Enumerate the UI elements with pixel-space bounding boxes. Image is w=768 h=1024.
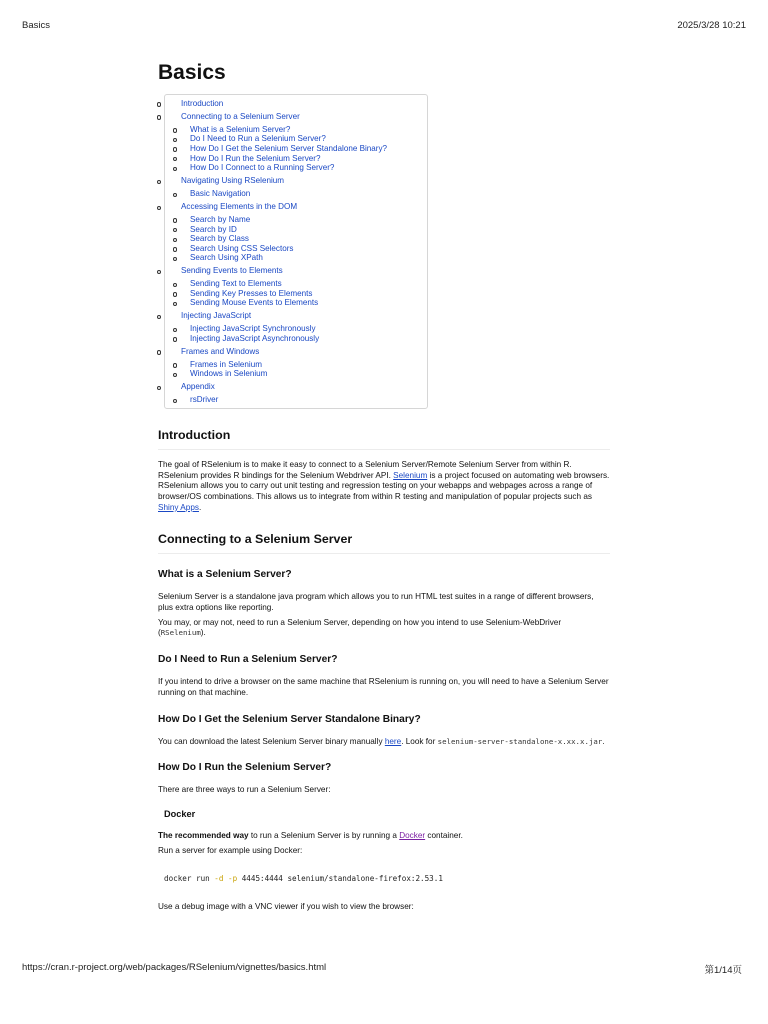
toc-item <box>165 382 427 404</box>
table-of-contents <box>164 94 428 409</box>
what-paragraph-2 <box>158 618 610 639</box>
toc-subitem <box>181 215 427 225</box>
toc-link-sending-keys[interactable]: Sending Key Presses to Elements <box>190 288 313 298</box>
toc-subitem <box>181 279 427 289</box>
what-text: You may, or may not, need to run a Selenium Server, depending on how you intend to use Selenium-WebDriver ( <box>158 617 562 638</box>
toc-subitem <box>181 134 427 144</box>
toc-link-search-xpath[interactable]: Search Using XPath <box>190 253 263 263</box>
code-flags: -d -p <box>214 874 238 884</box>
get-text: . <box>602 736 605 746</box>
section-heading-connecting: Connecting to a Selenium Server <box>158 532 610 554</box>
toc-link-windows-selenium[interactable]: Windows in Selenium <box>190 369 268 379</box>
toc-link-frames-selenium[interactable]: Frames in Selenium <box>190 359 262 369</box>
toc-subitem <box>181 369 427 379</box>
docker-link[interactable]: Docker <box>399 830 426 840</box>
toc-subitem <box>181 289 427 299</box>
print-footer-url: https://cran.r-project.org/web/packages/RSelenium/vignettes/basics.html <box>22 962 327 973</box>
intro-text: is a project focused on automating web browsers. RSelenium allows you to carry out unit testing and regression testing on your webapps and webpages across a range of browser/OS combinations. This allows us to integrate from within R testing and manipulation of popular projects such as <box>158 470 610 501</box>
toc-subitem <box>181 395 427 405</box>
toc-link-run-server[interactable]: How Do I Run the Selenium Server? <box>190 153 321 163</box>
toc-item <box>165 266 427 308</box>
toc-subitem <box>181 244 427 254</box>
toc-item <box>165 112 427 173</box>
toc-link-connect-server[interactable]: How Do I Connect to a Running Server? <box>190 163 335 173</box>
toc-link-rsdriver[interactable]: rsDriver <box>190 395 219 405</box>
toc-subitem <box>181 163 427 173</box>
toc-subitem <box>181 360 427 370</box>
toc-item <box>165 311 427 343</box>
toc-link-introduction[interactable]: Introduction <box>181 99 224 108</box>
toc-link-basic-navigation[interactable]: Basic Navigation <box>190 189 251 199</box>
toc-subitem <box>181 125 427 135</box>
toc-subitem <box>181 225 427 235</box>
run-paragraph: There are three ways to run a Selenium Server: <box>158 785 331 795</box>
docker-text: container. <box>425 830 463 840</box>
toc-link-search-name[interactable]: Search by Name <box>190 215 251 224</box>
need-paragraph: If you intend to drive a browser on the same machine that RSelenium is running on, you will need to have a Selenium Server running on that machine. <box>158 677 609 697</box>
toc-link-frames[interactable]: Frames and Windows <box>181 346 260 356</box>
debug-paragraph: Use a debug image with a VNC viewer if you wish to view the browser: <box>158 902 414 912</box>
get-paragraph <box>158 737 610 748</box>
docker-paragraph-2: Run a server for example using Docker: <box>158 845 303 855</box>
intro-text: The goal of RSelenium is to make it easy to connect to a Selenium Server/Remote Selenium Server from within R. RSelenium provides R bindings for the Selenium Webdriver API. <box>158 459 572 480</box>
toc-link-get-binary[interactable]: How Do I Get the Selenium Server Standalone Binary? <box>190 144 388 154</box>
code-args: 4445:4444 selenium/standalone-firefox:2.53.1 <box>237 874 443 884</box>
toc-link-what-is-server[interactable]: What is a Selenium Server? <box>190 124 291 134</box>
inline-code: selenium-server-standalone-x.xx.x.jar <box>437 736 603 746</box>
toc-subitem <box>181 154 427 164</box>
docker-text: to run a Selenium Server is by running a <box>248 830 400 840</box>
subheading-docker: Docker <box>164 808 196 819</box>
toc-link-inject-sync[interactable]: Injecting JavaScript Synchronously <box>190 324 316 334</box>
toc-subitem <box>181 189 427 199</box>
toc-link-need-server[interactable]: Do I Need to Run a Selenium Server? <box>190 134 326 144</box>
code-command: docker run <box>164 874 215 884</box>
toc-link-sending-text[interactable]: Sending Text to Elements <box>190 279 282 289</box>
toc-item <box>165 176 427 198</box>
inline-code: RSelenium <box>160 628 201 638</box>
print-footer-page: 第1/14页 <box>704 965 742 976</box>
toc-link-sending-mouse[interactable]: Sending Mouse Events to Elements <box>190 298 319 308</box>
toc-item <box>165 347 427 379</box>
subheading-need-server: Do I Need to Run a Selenium Server? <box>158 654 338 666</box>
toc-item <box>165 202 427 263</box>
docker-paragraph <box>158 831 610 842</box>
section-heading-introduction: Introduction <box>158 428 610 450</box>
subheading-what-is-server: What is a Selenium Server? <box>158 569 292 581</box>
get-text: . Look for <box>401 736 438 746</box>
toc-item <box>165 99 427 109</box>
toc-subitem <box>181 298 427 308</box>
subheading-get-binary: How Do I Get the Selenium Server Standalone Binary? <box>158 713 421 725</box>
toc-link-sending[interactable]: Sending Events to Elements <box>181 266 283 276</box>
selenium-link[interactable]: Selenium <box>393 470 428 480</box>
emphasis-text: The recommended way <box>158 830 249 840</box>
toc-link-inject-async[interactable]: Injecting JavaScript Asynchronously <box>190 333 320 343</box>
shiny-apps-link[interactable]: Shiny Apps <box>158 502 199 512</box>
toc-link-injecting[interactable]: Injecting JavaScript <box>181 311 252 321</box>
toc-link-search-css[interactable]: Search Using CSS Selectors <box>190 243 294 253</box>
article <box>158 58 610 913</box>
what-text: ). <box>200 628 206 638</box>
toc-subitem <box>181 253 427 263</box>
toc-link-connecting[interactable]: Connecting to a Selenium Server <box>181 111 300 121</box>
page-title: Basics <box>158 61 226 84</box>
get-text: You can download the latest Selenium Server binary manually <box>158 736 385 746</box>
intro-text: . <box>198 502 202 512</box>
what-paragraph-1: Selenium Server is a standalone java program which allows you to run HTML test suites in a range of different browsers, plus extra options like reporting. <box>158 592 594 613</box>
print-header-title: Basics <box>22 20 50 31</box>
toc-link-search-class[interactable]: Search by Class <box>190 234 249 244</box>
toc-link-search-id[interactable]: Search by ID <box>190 224 237 234</box>
toc-link-accessing[interactable]: Accessing Elements in the DOM <box>181 202 298 212</box>
toc-link-appendix[interactable]: Appendix <box>181 382 215 392</box>
toc-subitem <box>181 234 427 244</box>
toc-link-navigating[interactable]: Navigating Using RSelenium <box>181 176 285 186</box>
toc-subitem <box>181 334 427 344</box>
subheading-run-server: How Do I Run the Selenium Server? <box>158 762 332 774</box>
download-here-link[interactable]: here <box>384 736 402 746</box>
toc-subitem <box>181 144 427 154</box>
code-block <box>158 866 610 892</box>
toc-subitem <box>181 324 427 334</box>
print-header-datetime: 2025/3/28 10:21 <box>677 20 746 31</box>
intro-paragraph <box>158 460 610 514</box>
